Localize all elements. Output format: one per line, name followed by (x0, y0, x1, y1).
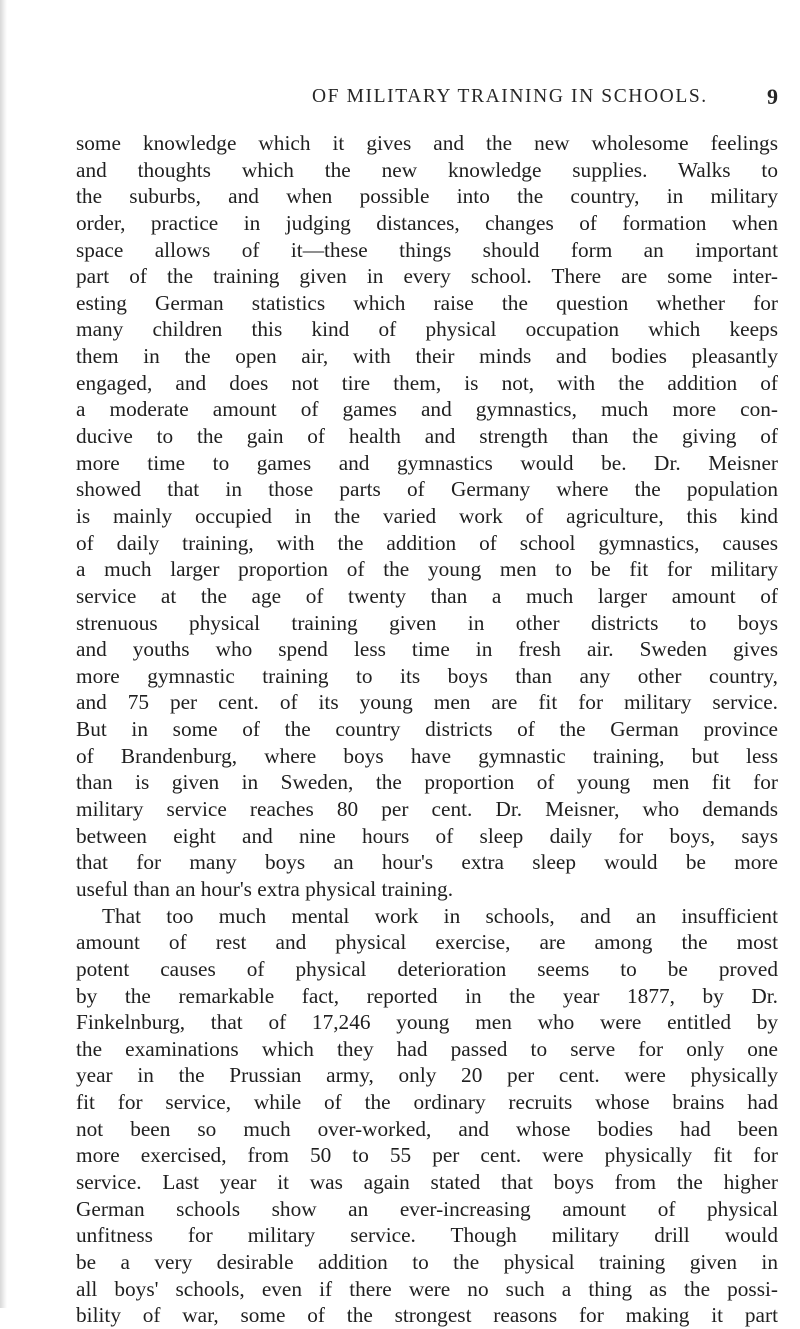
text-line: bility of war, some of the strongest reasons for making it part (76, 1303, 778, 1328)
text-line: than is given in Sweden, the proportion of young men fit for (76, 770, 778, 795)
text-line: part of the training given in every school. There are some inter- (76, 264, 778, 289)
text-line: service at the age of twenty than a much larger amount of (76, 583, 778, 608)
text-line: ducive to the gain of health and strength than the giving of (76, 424, 778, 449)
text-line: them in the open air, with their minds and bodies pleasantly (76, 344, 778, 369)
text-line: be a very desirable addition to the physical training given in (76, 1249, 778, 1274)
text-line: military service reaches 80 per cent. Dr. Meisner, who demands (76, 797, 778, 822)
text-line: some knowledge which it gives and the new wholesome feelings (76, 131, 778, 155)
text-line: and youths who spend less time in fresh air. Sweden gives (76, 637, 778, 662)
text-line: many children this kind of physical occupation which keeps (76, 317, 778, 342)
text-line: more time to games and gymnastics would be. Dr. Meisner (76, 450, 778, 475)
text-line: between eight and nine hours of sleep daily for boys, says (76, 823, 778, 848)
text-line: service. Last year it was again stated that boys from the higher (76, 1169, 778, 1194)
text-line: by the remarkable fact, reported in the year 1877, by Dr. (76, 983, 778, 1008)
text-line: unfitness for military service. Though military drill would (76, 1223, 778, 1248)
text-line: space allows of it—these things should form an important (76, 237, 778, 262)
text-line: more exercised, from 50 to 55 per cent. were physically fit for (76, 1143, 778, 1168)
text-line: engaged, and does not tire them, is not, with the addition of (76, 370, 778, 395)
text-line: strenuous physical training given in other districts to boys (76, 610, 778, 635)
text-line: esting German statistics which raise the question whether for (76, 290, 778, 315)
text-line: showed that in those parts of Germany where the population (76, 477, 778, 502)
text-line: that for many boys an hour's extra sleep would be more (76, 850, 778, 875)
running-title: OF MILITARY TRAINING IN SCHOOLS. (312, 86, 708, 107)
text-line: more gymnastic training to its boys than any other country, (76, 663, 778, 688)
text-line: and thoughts which the new knowledge supplies. Walks to (76, 157, 778, 182)
page-number: 9 (767, 84, 778, 109)
text-line: is mainly occupied in the varied work of agriculture, this kind (76, 503, 778, 528)
text-line: the examinations which they had passed to serve for only one (76, 1036, 778, 1061)
text-line: Finkelnburg, that of 17,246 young men who were entitled by (76, 1010, 778, 1035)
text-line: not been so much over-worked, and whose bodies had been (76, 1116, 778, 1141)
page-binding-edge (0, 0, 7, 1308)
text-line: But in some of the country districts of the German province (76, 717, 778, 742)
text-line: of Brandenburg, where boys have gymnastic training, but less (76, 743, 778, 768)
text-line: all boys' schools, even if there were no such a thing as the possi- (76, 1276, 778, 1301)
text-line: of daily training, with the addition of school gymnastics, causes (76, 530, 778, 555)
text-line: a much larger proportion of the young men to be fit for military (76, 557, 778, 582)
text-line: German schools show an ever-increasing amount of physical (76, 1196, 778, 1221)
text-line: amount of rest and physical exercise, are among the most (76, 930, 778, 955)
text-line: a moderate amount of games and gymnastics, much more con- (76, 397, 778, 422)
paragraph-first-line: That too much mental work in schools, and an insufficient (102, 903, 778, 928)
text-line: and 75 per cent. of its young men are fit for military service. (76, 690, 778, 715)
running-header (76, 86, 778, 116)
text-line: year in the Prussian army, only 20 per cent. were physically (76, 1063, 778, 1088)
text-line: potent causes of physical deterioration seems to be proved (76, 956, 778, 981)
paragraph-last-line: useful than an hour's extra physical training. (76, 876, 454, 901)
body-text (76, 130, 778, 1329)
text-line: fit for service, while of the ordinary recruits whose brains had (76, 1090, 778, 1115)
text-line: order, practice in judging distances, changes of formation when (76, 210, 778, 235)
text-line: the suburbs, and when possible into the country, in military (76, 184, 778, 209)
